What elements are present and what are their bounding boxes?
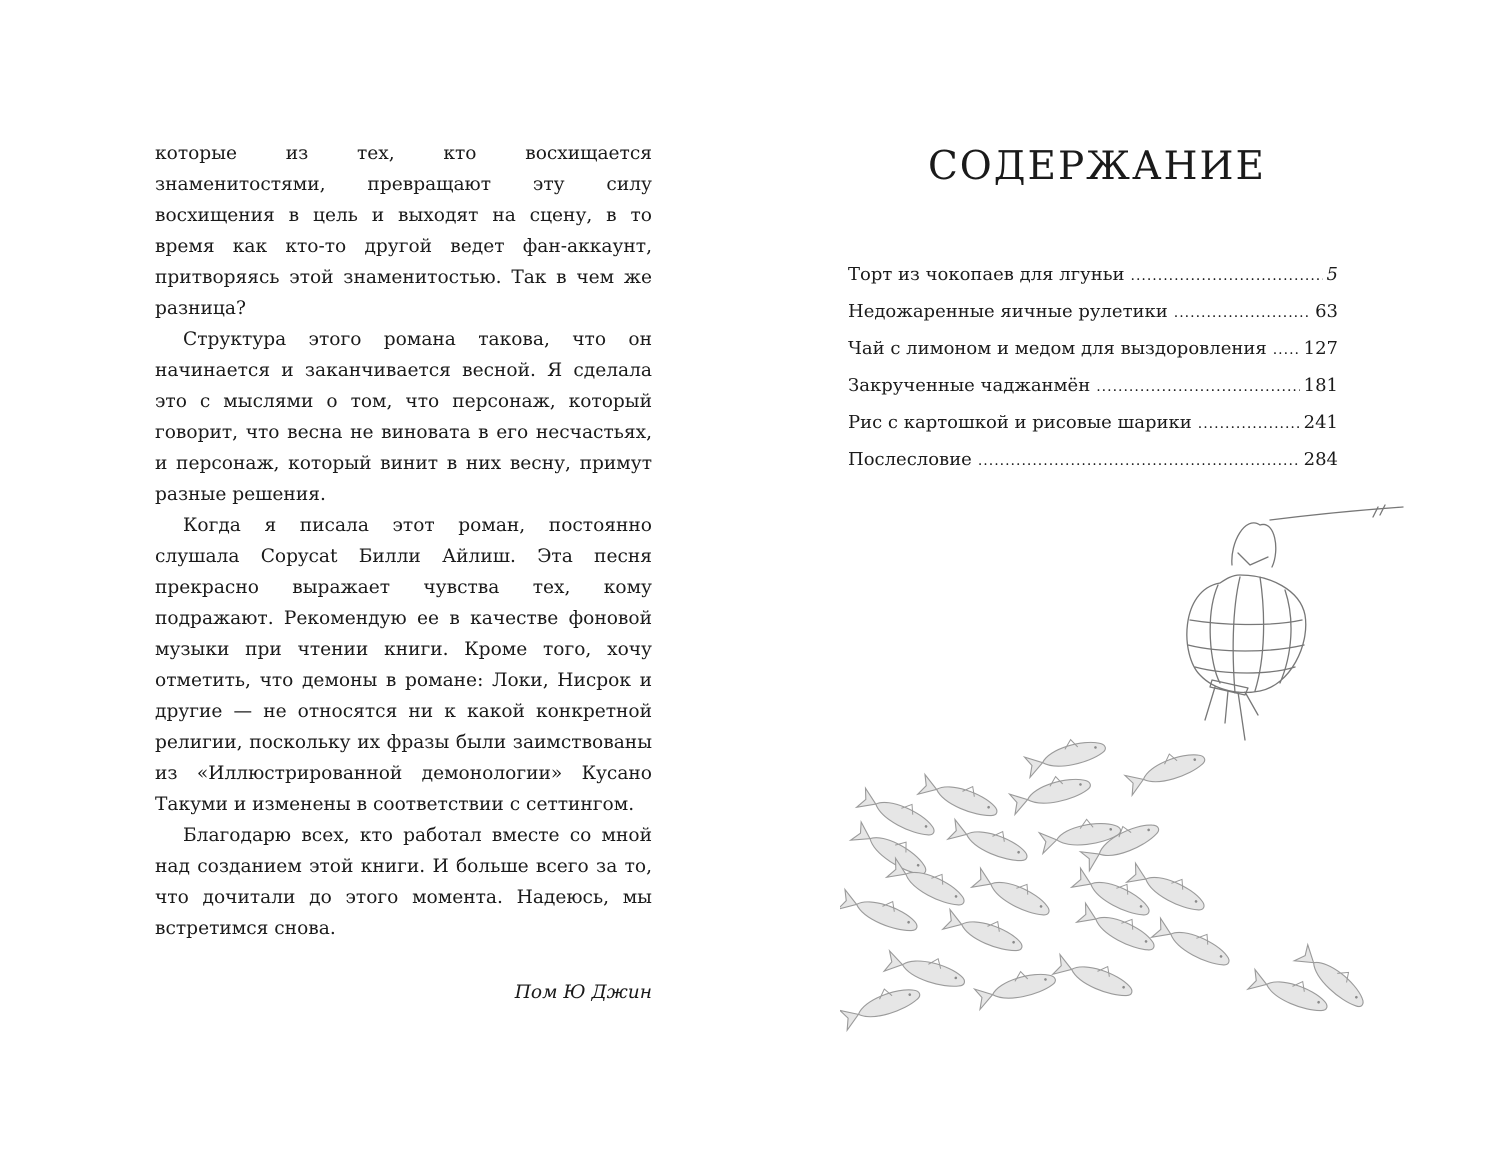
toc-entry-label: Послесловие: [848, 449, 972, 470]
contents-page: [848, 140, 1338, 478]
toc-list: [848, 256, 1338, 478]
author-signature: Пом Ю Джин: [514, 982, 652, 1003]
toc-entry-page: 5: [1326, 264, 1338, 285]
toc-entry-page: 241: [1303, 412, 1338, 433]
afterword-paragraph: Благодарю всех, кто работал вместе со мной над созданием этой книги. И больше всего за то, что дочитали до этого момента. Надеюсь, мы встретимся снова.: [155, 825, 652, 939]
lantern-icon: [1187, 505, 1403, 740]
afterword-paragraph: Когда я писала этот роман, постоянно слушала Copycat Билли Айлиш. Эта песня прекрасно выражает чувства тех, кому подражают. Рекомендую ее в качестве фоновой музыки при чтении книги. Кроме того, хочу отметить, что демоны в романе: Локи, Нисрок и другие — не относятся ни к какой конкретной религии, поскольку их фразы были заимствованы из «Иллюстрированной демонологии» Кусано Такуми и изменены в соответствии с сеттингом.: [155, 515, 652, 815]
afterword-paragraph: которые из тех, кто восхищается знаменитостями, превращают эту силу восхищения в цель и выходят на сцену, в то время как кто-то другой ведет фан-аккаунт, притворяясь этой знаменитостью. Так в чем же разница?: [155, 143, 652, 319]
afterword-page: [155, 138, 652, 1008]
toc-leader-dots: [1273, 332, 1300, 369]
toc-entry-label: Рис с картошкой и рисовые шарики: [848, 412, 1192, 433]
toc-entry-label: Недожаренные яичные рулетики: [848, 301, 1168, 322]
toc-entry-label: Закрученные чаджанмён: [848, 375, 1091, 396]
contents-title: СОДЕРЖАНИЕ: [927, 144, 1267, 189]
toc-entry-page: 127: [1303, 338, 1338, 359]
toc-leader-dots: [1131, 258, 1323, 295]
fish-school: [840, 731, 1373, 1030]
afterword-paragraph: Структура этого романа такова, что он начинается и заканчивается весной. Я сделала это с мыслями о том, что персонаж, который говорит, что весна не виновата в его несчастьях, и персонаж, который винит в них весну, примут разные решения.: [155, 329, 652, 505]
toc-leader-dots: [978, 443, 1300, 480]
toc-entry-page: 181: [1303, 375, 1338, 396]
toc-leader-dots: [1174, 295, 1311, 332]
toc-entry[interactable]: [848, 367, 1338, 404]
toc-entry[interactable]: [848, 256, 1338, 293]
toc-entry[interactable]: [848, 293, 1338, 330]
toc-leader-dots: [1096, 369, 1299, 406]
toc-leader-dots: [1198, 406, 1300, 443]
toc-entry[interactable]: [848, 404, 1338, 441]
toc-entry-page: 63: [1315, 301, 1338, 322]
toc-entry-label: Чай с лимоном и медом для выздоровления: [848, 338, 1267, 359]
toc-entry[interactable]: [848, 330, 1338, 367]
toc-entry-label: Торт из чокопаев для лгуньи: [848, 264, 1125, 285]
toc-entry-page: 284: [1303, 449, 1338, 470]
lantern-and-fish-school-icon: [840, 495, 1420, 1035]
toc-entry[interactable]: [848, 441, 1338, 478]
